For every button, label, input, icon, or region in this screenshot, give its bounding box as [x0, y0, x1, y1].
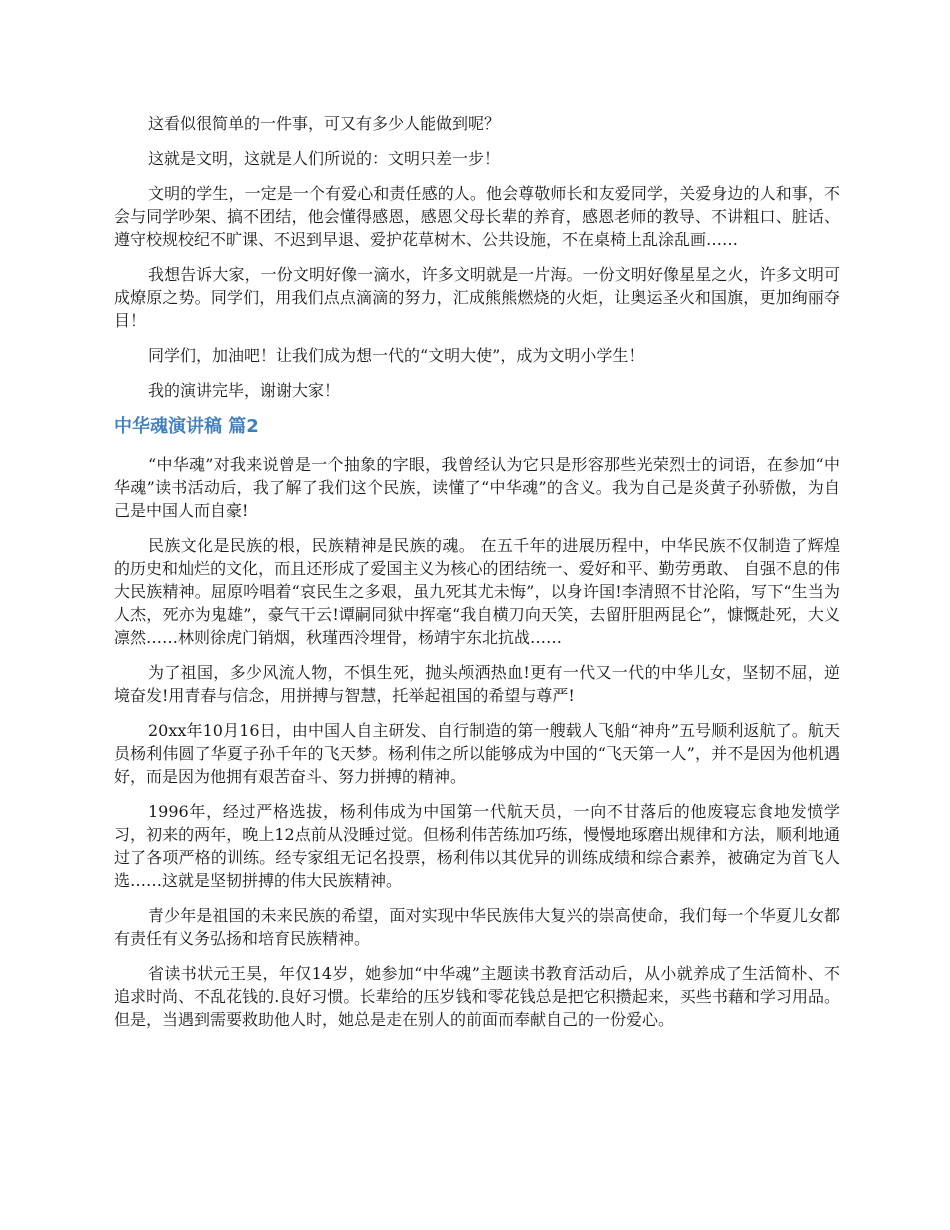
paragraph: 1996年，经过严格选拔，杨利伟成为中国第一代航天员，一向不甘落后的他废寝忘食地发愤学习，初来的两年，晚上12点前从没睡过觉。但杨利伟苦练加巧练，慢慢地琢磨出规律和方法，顺利地通过了各项严格的训练。经专家组无记名投票，杨利伟以其优异的训练成绩和综合素养，被确定为首飞人选……这就是坚韧拼搏的伟大民族精神。 [114, 802, 840, 890]
section-heading: 中华魂演讲稿 篇2 [114, 416, 259, 437]
paragraph: “中华魂”对我来说曾是一个抽象的字眼，我曾经认为它只是形容那些光荣烈士的词语，在参加“中华魂”读书活动后，我了解了我们这个民族，读懂了“中华魂”的含义。我为自己是炎黄子孙骄傲，为自己是中国人而自豪! [114, 455, 840, 520]
paragraph: 同学们，加油吧！让我们成为想一代的“文明大使”，成为文明小学生！ [148, 346, 645, 365]
paragraph: 我想告诉大家，一份文明好像一滴水，许多文明就是一片海。一份文明好像星星之火，许多文明可成燎原之势。同学们，用我们点点滴滴的努力，汇成熊熊燃烧的火炬，让奥运圣火和国旗，更加绚丽夺目！ [114, 265, 840, 330]
paragraph: 20xx年10月16日，由中国人自主研发、自行制造的第一艘载人飞船“神舟”五号顺利返航了。航天员杨利伟圆了华夏子孙千年的飞天梦。杨利伟之所以能够成为中国的“飞天第一人”，并不是因为他机遇好，而是因为他拥有艰苦奋斗、努力拼搏的精神。 [114, 721, 840, 786]
paragraph: 省读书状元王昊，年仅14岁，她参加“中华魂”主题读书教育活动后，从小就养成了生活简朴、不追求时尚、不乱花钱的.良好习惯。长辈给的压岁钱和零花钱总是把它积攒起来，买些书藉和学习用品。但是，当遇到需要救助他人时，她总是走在别人的前面而奉献自己的一份爱心。 [114, 964, 840, 1029]
paragraph: 民族文化是民族的根，民族精神是民族的魂。 在五千年的进展历程中，中华民族不仅制造了辉煌的历史和灿烂的文化，而且还形成了爱国主义为核心的团结统一、爱好和平、勤劳勇敢、 自强不息的伟大民族精神。屈原吟唱着“哀民生之多艰，虽九死其尤未悔”，以身许国!李清照不甘沦陷，写下“生当为人杰，死亦为鬼雄”，豪气干云!谭嗣同狱中挥毫“我自横刀向天笑，去留肝胆两昆仑”，慷慨赴死，大义凛然……林则徐虎门销烟，秋瑾西泠埋骨，杨靖宇东北抗战…… [114, 536, 840, 647]
paragraph: 文明的学生，一定是一个有爱心和责任感的人。他会尊敬师长和友爱同学，关爱身边的人和事，不会与同学吵架、搞不团结，他会懂得感恩，感恩父母长辈的养育，感恩老师的教导、不讲粗口、脏话、遵守校规校纪不旷课、不迟到早退、爱护花草树木、公共设施，不在桌椅上乱涂乱画…… [114, 184, 840, 249]
document-body [114, 112, 840, 1043]
paragraph: 这就是文明，这就是人们所说的：文明只差一步！ [148, 149, 501, 168]
paragraph: 这看似很简单的一件事，可又有多少人能做到呢？ [148, 114, 501, 133]
paragraph: 我的演讲完毕，谢谢大家！ [148, 381, 341, 400]
paragraph: 为了祖国，多少风流人物，不惧生死，抛头颅洒热血!更有一代又一代的中华儿女，坚韧不屈，逆境奋发!用青春与信念，用拼搏与智慧，托举起祖国的希望与尊严! [114, 663, 840, 705]
paragraph: 青少年是祖国的未来民族的希望，面对实现中华民族伟大复兴的崇高使命，我们每一个华夏儿女都有责任有义务弘扬和培育民族精神。 [114, 906, 840, 948]
